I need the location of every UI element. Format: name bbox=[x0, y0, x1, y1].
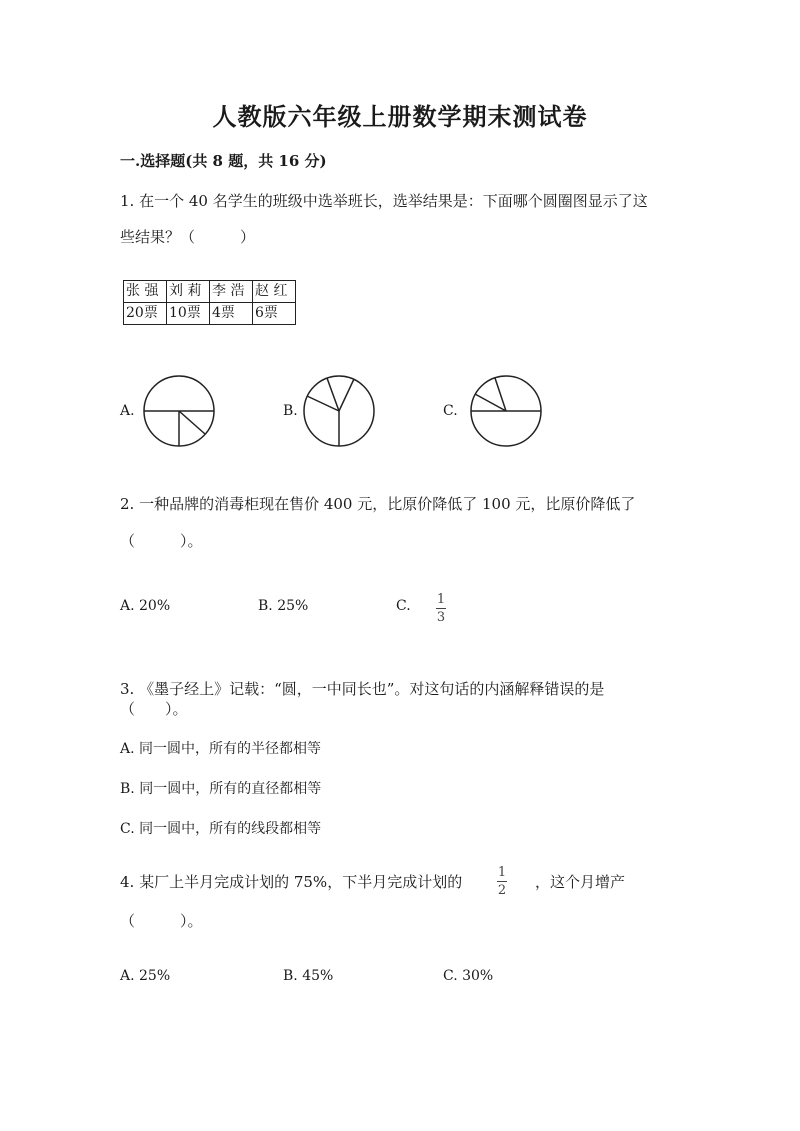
question-1-text: 1. 在一个 40 名学生的班级中选举班长，选举结果是：下面哪个圆圈图显示了这 bbox=[120, 192, 648, 210]
option-a[interactable]: A. 20% bbox=[120, 598, 171, 614]
table-row bbox=[124, 303, 296, 325]
option-a-label[interactable]: A. bbox=[120, 403, 135, 419]
option-c[interactable]: C. bbox=[396, 598, 411, 614]
option-a[interactable]: A. 同一圆中，所有的半径都相等 bbox=[120, 741, 322, 757]
question-3-text: 3. 《墨子经上》记载：“圆，一中同长也”。对这句话的内涵解释错误的是 bbox=[120, 680, 605, 698]
table-cell: 李 浩 bbox=[210, 281, 253, 303]
pie-chart-option-c bbox=[469, 374, 543, 448]
table-row bbox=[124, 281, 296, 303]
option-c-label[interactable]: C. bbox=[443, 403, 458, 419]
vote-results-table bbox=[123, 280, 296, 325]
table-cell: 赵 红 bbox=[253, 281, 296, 303]
option-b[interactable]: B. 同一圆中，所有的直径都相等 bbox=[120, 781, 322, 797]
table-cell: 6票 bbox=[253, 303, 296, 325]
table-cell: 20票 bbox=[124, 303, 167, 325]
page-title: 人教版六年级上册数学期末测试卷 bbox=[212, 102, 588, 131]
question-4-text-blank: （ ）。 bbox=[120, 912, 203, 930]
section-heading: 一.选择题(共 8 题，共 16 分) bbox=[120, 152, 327, 170]
question-4-text: 4. 某厂上半月完成计划的 75%，下半月完成计划的 bbox=[120, 873, 463, 891]
table-cell: 刘 莉 bbox=[167, 281, 210, 303]
question-3-text-cont: （ ）。 bbox=[120, 700, 188, 718]
option-c[interactable]: C. 30% bbox=[443, 968, 494, 984]
question-2-text: 2. 一种品牌的消毒柜现在售价 400 元，比原价降低了 100 元，比原价降低了 bbox=[120, 495, 636, 513]
question-1-text-cont: 些结果？（ ） bbox=[120, 228, 256, 246]
fraction-one-third bbox=[436, 592, 446, 625]
question-4-text-cont: ，这个月增产 bbox=[535, 873, 626, 891]
pie-chart-option-a bbox=[142, 374, 216, 448]
option-b[interactable]: B. 25% bbox=[258, 598, 309, 614]
fraction-bar bbox=[497, 881, 507, 882]
fraction-numerator: 1 bbox=[497, 865, 507, 880]
question-2-text-cont: （ ）。 bbox=[120, 532, 203, 550]
pie-chart-option-b bbox=[302, 374, 376, 448]
table-cell: 张 强 bbox=[124, 281, 167, 303]
fraction-one-half bbox=[497, 865, 507, 898]
option-a[interactable]: A. 25% bbox=[120, 968, 171, 984]
fraction-numerator: 1 bbox=[436, 592, 446, 607]
option-c[interactable]: C. 同一圆中，所有的线段都相等 bbox=[120, 821, 322, 837]
fraction-denominator: 3 bbox=[436, 610, 446, 625]
option-b-label[interactable]: B. bbox=[283, 403, 298, 419]
table-cell: 4票 bbox=[210, 303, 253, 325]
table-cell: 10票 bbox=[167, 303, 210, 325]
option-b[interactable]: B. 45% bbox=[283, 968, 334, 984]
fraction-denominator: 2 bbox=[497, 883, 507, 898]
fraction-bar bbox=[436, 608, 446, 609]
